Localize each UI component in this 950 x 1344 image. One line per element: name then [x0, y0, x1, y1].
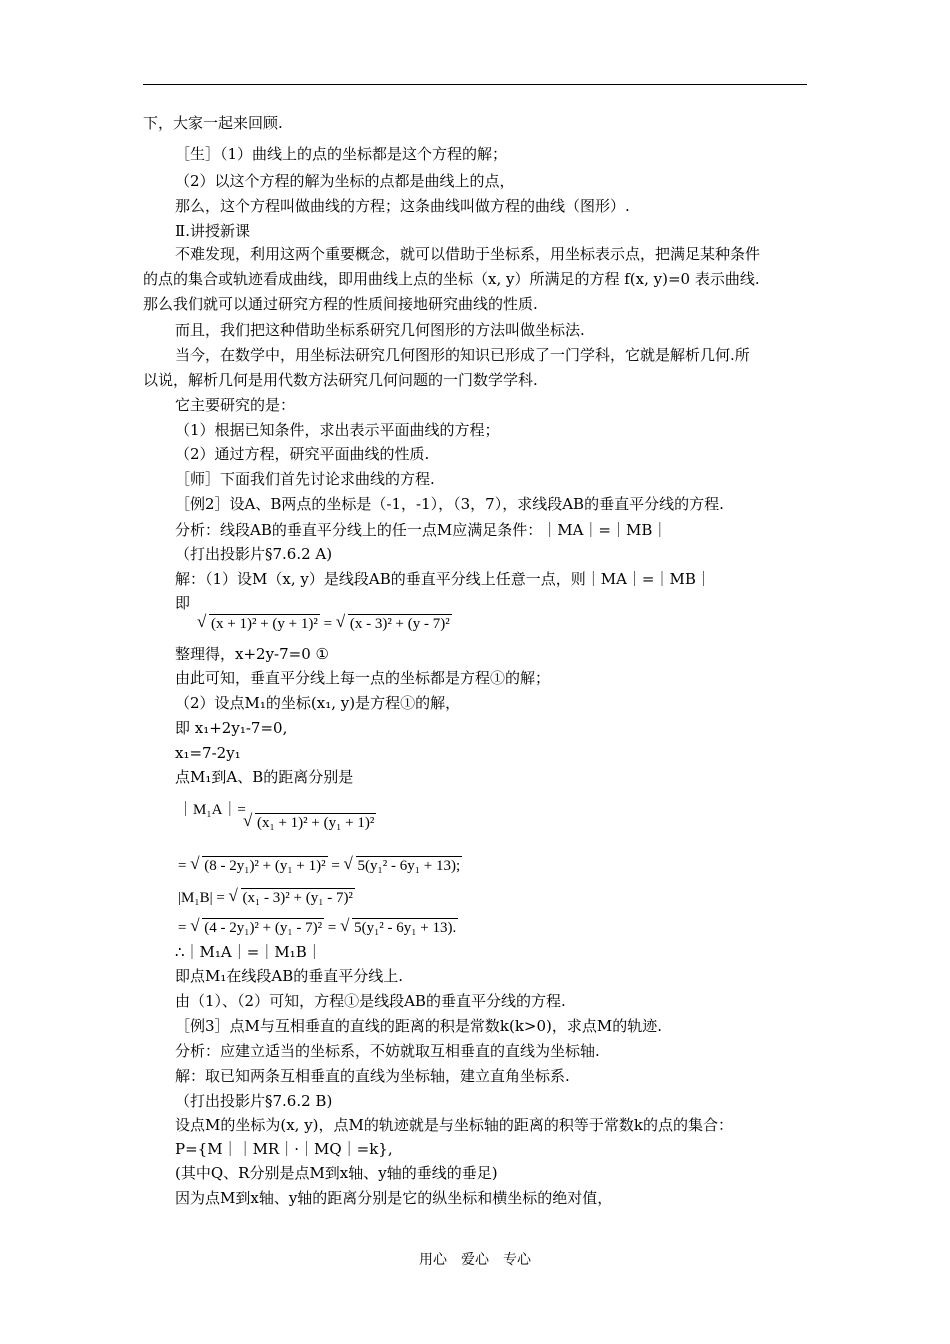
text-line: x₁=7-2y₁	[175, 744, 241, 762]
page-footer: 用心 爱心 专心	[419, 1252, 531, 1268]
eq5-b: 5(y₁² - 6y₁ + 13).	[354, 920, 457, 936]
text-line: （2）以这个方程的解为坐标的点都是曲线上的点，	[175, 172, 515, 190]
text-line: 点M₁到A、B的距离分别是	[175, 768, 354, 786]
text-line: 因为点M到x轴、y轴的距离分别是它的纵坐标和横坐标的绝对值，	[175, 1189, 613, 1207]
equation-m1b-expanded: = √ (4 - 2y₁)² + (y₁ - 7)² = √ 5(y₁² - 6y₁ + 13).	[178, 918, 458, 938]
eq1-lhs: (x + 1)² + (y + 1)²	[211, 616, 318, 632]
text-line: ［例3］点M与互相垂直的直线的距离的积是常数k(k>0)，求点M的轨迹.	[175, 1017, 663, 1035]
text-line: 即点M₁在线段AB的垂直平分线上.	[175, 967, 403, 985]
text-line: 当今，在数学中，用坐标法研究几何图形的知识已形成了一门学科，它就是解析几何.所	[175, 346, 750, 364]
text-line: 以说，解析几何是用代数方法研究几何问题的一门数学学科.	[143, 371, 538, 389]
equation-distance-equal: √ (x + 1)² + (y + 1)² = √ (x - 3)² + (y - 7)²	[197, 614, 452, 634]
eq3-b: 5(y₁² - 6y₁ + 13);	[357, 858, 461, 874]
text-line: 解：（1）设M（x, y）是线段AB的垂直平分线上任意一点，则｜MA｜=｜MB｜	[175, 570, 711, 588]
text-line: 设点M的坐标为(x, y)，点M的轨迹就是与坐标轴的距离的积等于常数k的点的集合：	[175, 1116, 733, 1134]
text-line: （1）根据已知条件，求出表示平面曲线的方程；	[175, 421, 500, 439]
text-line: （打出投影片§7.6.2 A)	[175, 545, 333, 563]
eq4-rad: (x₁ - 3)² + (y₁ - 7)²	[242, 890, 353, 906]
text-line: ［生］（1）曲线上的点的坐标都是这个方程的解；	[175, 145, 508, 163]
equation-m1a-radical	[243, 813, 376, 833]
text-line: 即	[175, 594, 191, 612]
text-line: （2）通过方程，研究平面曲线的性质.	[175, 445, 430, 463]
text-line: ［例2］设A、B两点的坐标是（-1，-1），（3，7），求线段AB的垂直平分线的方程.	[175, 495, 724, 513]
text-line: （打出投影片§7.6.2 B)	[175, 1092, 333, 1110]
text-line: 的点的集合或轨迹看成曲线，即用曲线上点的坐标（x, y）所满足的方程 f(x, y)=0 表示曲线.	[143, 270, 760, 288]
text-line: (其中Q、R分别是点M到x轴、y轴的垂线的垂足)	[175, 1164, 498, 1182]
text-line: P={M｜｜MR｜·｜MQ｜=k},	[175, 1140, 393, 1158]
text-line: 那么，这个方程叫做曲线的方程；这条曲线叫做方程的曲线（图形）.	[175, 197, 630, 215]
eq2-rad: (x₁ + 1)² + (y₁ + 1)²	[257, 815, 375, 831]
text-line: 那么我们就可以通过研究方程的性质间接地研究曲线的性质.	[143, 295, 538, 313]
text-line: 分析：应建立适当的坐标系，不妨就取互相垂直的直线为坐标轴.	[175, 1042, 600, 1060]
eq4-label: |M₁B|	[178, 890, 213, 906]
equation-m1b: |M₁B| = √ (x₁ - 3)² + (y₁ - 7)²	[178, 888, 355, 908]
text-line: 它主要研究的是：	[175, 396, 296, 414]
text-line: （2）设点M₁的坐标(x₁, y)是方程①的解，	[175, 694, 461, 712]
text-line: ∴｜M₁A｜=｜M₁B｜	[175, 943, 322, 961]
text-line: Ⅱ.讲授新课	[175, 222, 250, 240]
text-line: 由（1）、（2）可知，方程①是线段AB的垂直平分线的方程.	[175, 992, 566, 1010]
header-rule	[143, 84, 807, 85]
eq1-rhs: (x - 3)² + (y - 7)²	[349, 616, 450, 632]
text-line: 解：取已知两条互相垂直的直线为坐标轴，建立直角坐标系.	[175, 1067, 570, 1085]
text-line: 不难发现，利用这两个重要概念，就可以借助于坐标系，用坐标表示点，把满足某种条件	[175, 245, 761, 263]
text-line: 整理得，x+2y-7=0 ①	[175, 645, 329, 663]
text-line: 由此可知，垂直平分线上每一点的坐标都是方程①的解；	[175, 669, 551, 687]
text-line: 下，大家一起来回顾.	[143, 114, 283, 132]
text-line: ［师］下面我们首先讨论求曲线的方程.	[175, 470, 435, 488]
equation-m1a-label: ｜M₁A｜=	[178, 802, 246, 818]
eq3-a: (8 - 2y₁)² + (y₁ + 1)²	[204, 858, 326, 874]
eq5-a: (4 - 2y₁)² + (y₁ - 7)²	[204, 920, 323, 936]
text-line: 即 x₁+2y₁-7=0,	[175, 719, 288, 737]
equation-m1a-expanded: = √ (8 - 2y₁)² + (y₁ + 1)² = √ 5(y₁² - 6y₁ + 13);	[178, 856, 462, 876]
text-line: 分析：线段AB的垂直平分线上的任一点M应满足条件：｜MA｜=｜MB｜	[175, 521, 668, 539]
text-line: 而且，我们把这种借助坐标系研究几何图形的方法叫做坐标法.	[175, 321, 585, 339]
